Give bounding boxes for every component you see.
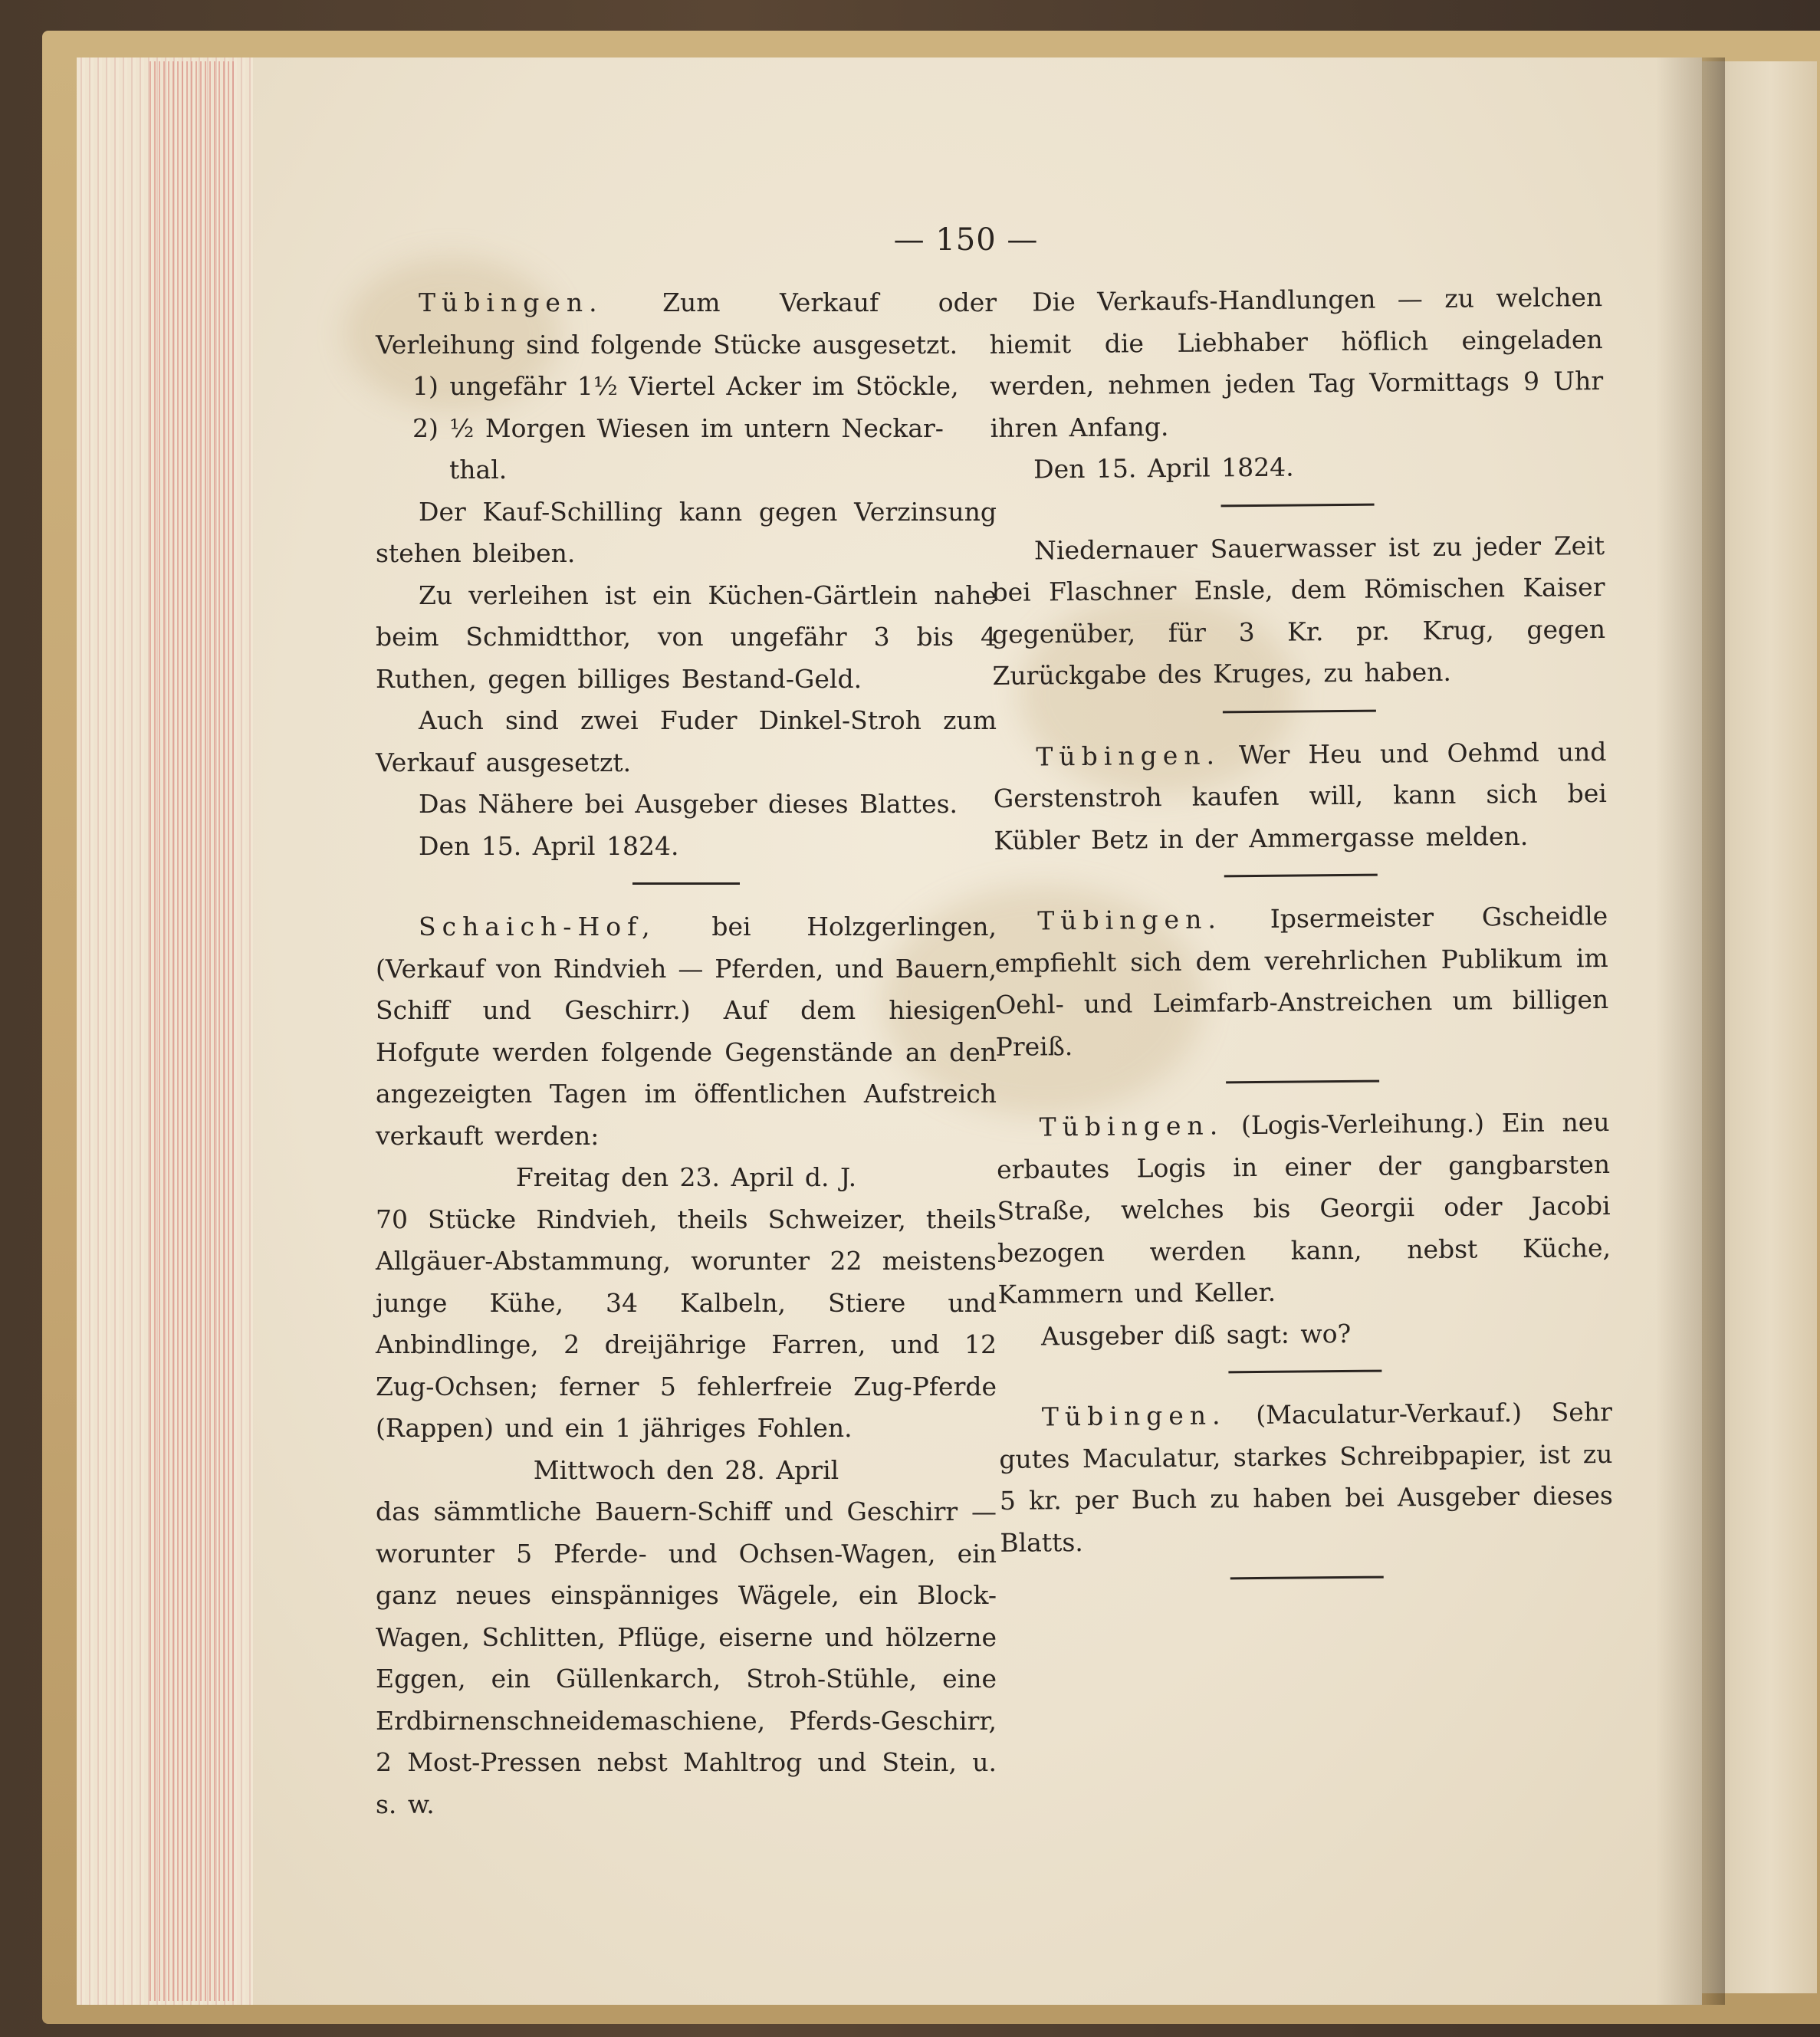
date-line: Den 15. April 1824. [419, 830, 679, 861]
paragraph: Auch sind zwei Fuder Dinkel-Stroh zum Verkauf ausgesetzt. [376, 705, 997, 777]
auction-day: Mittwoch den 28. April [533, 1454, 839, 1485]
paragraph: Das Nähere bei Ausgeber dieses Blattes. [419, 789, 958, 819]
ad-text: bei Holzgerlingen, (Verkauf von Rindvieh — Pferden, und Bauern, Schiff und Geschirr.) Auf dem hiesigen Hofgute werden folgende Gegenstände an den angezeigten Tagen im öffentlichen Aufstreich verkauft werden: [376, 912, 997, 1151]
ad-lead: Tübingen. [1036, 739, 1221, 771]
section-divider [1223, 709, 1376, 713]
ad-heading: (Logis-Verleihung.) [1240, 1108, 1485, 1141]
ad-lead: Tübingen. [1037, 904, 1223, 936]
paragraph: Zu verleihen ist ein Küchen-Gärtlein nahe beim Schmidtthor, von ungefähr 3 bis 4 Ruthen, gegen billiges Bestand-Geld. [376, 580, 997, 694]
list-item: 2) ½ Morgen Wiesen im untern Neckar- [412, 412, 944, 443]
auction-day: Freitag den 23. April d. J. [515, 1162, 857, 1192]
ad-text: Ein neu erbautes Logis in einer der gangbarsten Straße, welches bis Georgii oder Jacobi bezogen werden kann, nebst Küche, Kammern und Keller. [996, 1106, 1611, 1309]
paragraph: Die Verkaufs-Handlungen — zu welchen hiemit die Liebhaber höflich eingeladen werden, nehmen jeden Tag Vormittags 9 Uhr ihren Anfang. [989, 282, 1604, 443]
ad-schaich-hof [376, 906, 997, 1157]
date-line: Den 15. April 1824. [1033, 452, 1294, 485]
ad-heu [993, 731, 1607, 861]
ad-lead: Tübingen. [419, 287, 603, 317]
paragraph: 70 Stücke Rindvieh, theils Schweizer, theils Allgäuer-Abstammung, worunter 22 meistens junge Kühe, 34 Kalbeln, Stiere und Anbindlinge, 2 dreijährige Farren, und 12 Zug-Ochsen; ferner 5 fehlerfreie Zug-Pferde (Rappen) und ein 1 jähriges Fohlen. [376, 1204, 997, 1443]
ad-lead: Tübingen. [1039, 1110, 1224, 1142]
red-edge-stain [149, 61, 234, 2001]
list-item-continuation: thal. [449, 455, 508, 485]
section-divider [1224, 874, 1378, 878]
paragraph: Der Kauf-Schilling kann gegen Verzinsung stehen bleiben. [376, 496, 997, 568]
section-divider [1226, 1080, 1379, 1084]
page-gutter-shadow [1656, 57, 1725, 2005]
left-column [376, 282, 997, 1825]
paragraph: Ausgeber diß sagt: wo? [1040, 1318, 1352, 1351]
ad-lead: Tübingen. [1041, 1400, 1227, 1432]
ad-tuebingen-verkauf [376, 282, 997, 366]
ad-text: Sehr gutes Maculatur, starkes Schreibpapier, ist zu 5 kr. per Buch zu haben bei Ausgeber dieses Blatts. [999, 1396, 1614, 1558]
ad-logis [996, 1102, 1611, 1316]
ad-heading: (Maculatur-Verkauf.) [1256, 1397, 1523, 1431]
right-column [989, 277, 1614, 1603]
ad-text: Wer Heu und Oehmd und Gerstenstroh kaufen will, kann sich bei Kübler Betz in der Ammergasse melden. [993, 736, 1608, 856]
list-item: 1) ungefähr 1½ Viertel Acker im Stöckle, [412, 371, 959, 401]
paragraph: das sämmtliche Bauern-Schiff und Geschirr — worunter 5 Pferde- und Ochsen-Wagen, ein ganz neues einspänniges Wägele, ein Block-Wagen, Schlitten, Pflüge, eiserne und hölzerne Eggen, ein Güllenkarch, Stroh-Stühle, eine Erdbirnenschneidemaschiene, Pferds-Geschirr, 2 Most-Pressen nebst Mahltrog und Stein, u. s. w. [376, 1497, 997, 1819]
ad-anstreichen [994, 895, 1609, 1068]
ad-text: Ipsermeister Gscheidle empfiehlt sich dem verehrlichen Publikum im Oehl- und Leimfarb-Anstreichen um billigen Preiß. [994, 900, 1609, 1062]
section-divider [1221, 503, 1375, 507]
section-divider [1228, 1370, 1381, 1374]
ad-text: Zum Verkauf oder Verleihung sind folgende Stücke ausgesetzt. [376, 287, 997, 360]
ad-maculatur [999, 1391, 1614, 1564]
section-divider [1230, 1576, 1384, 1580]
ad-lead: Schaich-Hof, [419, 912, 656, 941]
page-number: — 150 — [893, 222, 1039, 258]
section-divider [632, 882, 740, 885]
ad-sauerwasser: Niedernauer Sauerwasser ist zu jeder Zeit bei Flaschner Ensle, dem Römischen Kaiser gegenüber, für 3 Kr. pr. Krug, gegen Zurückgabe des Kruges, zu haben. [991, 530, 1606, 691]
